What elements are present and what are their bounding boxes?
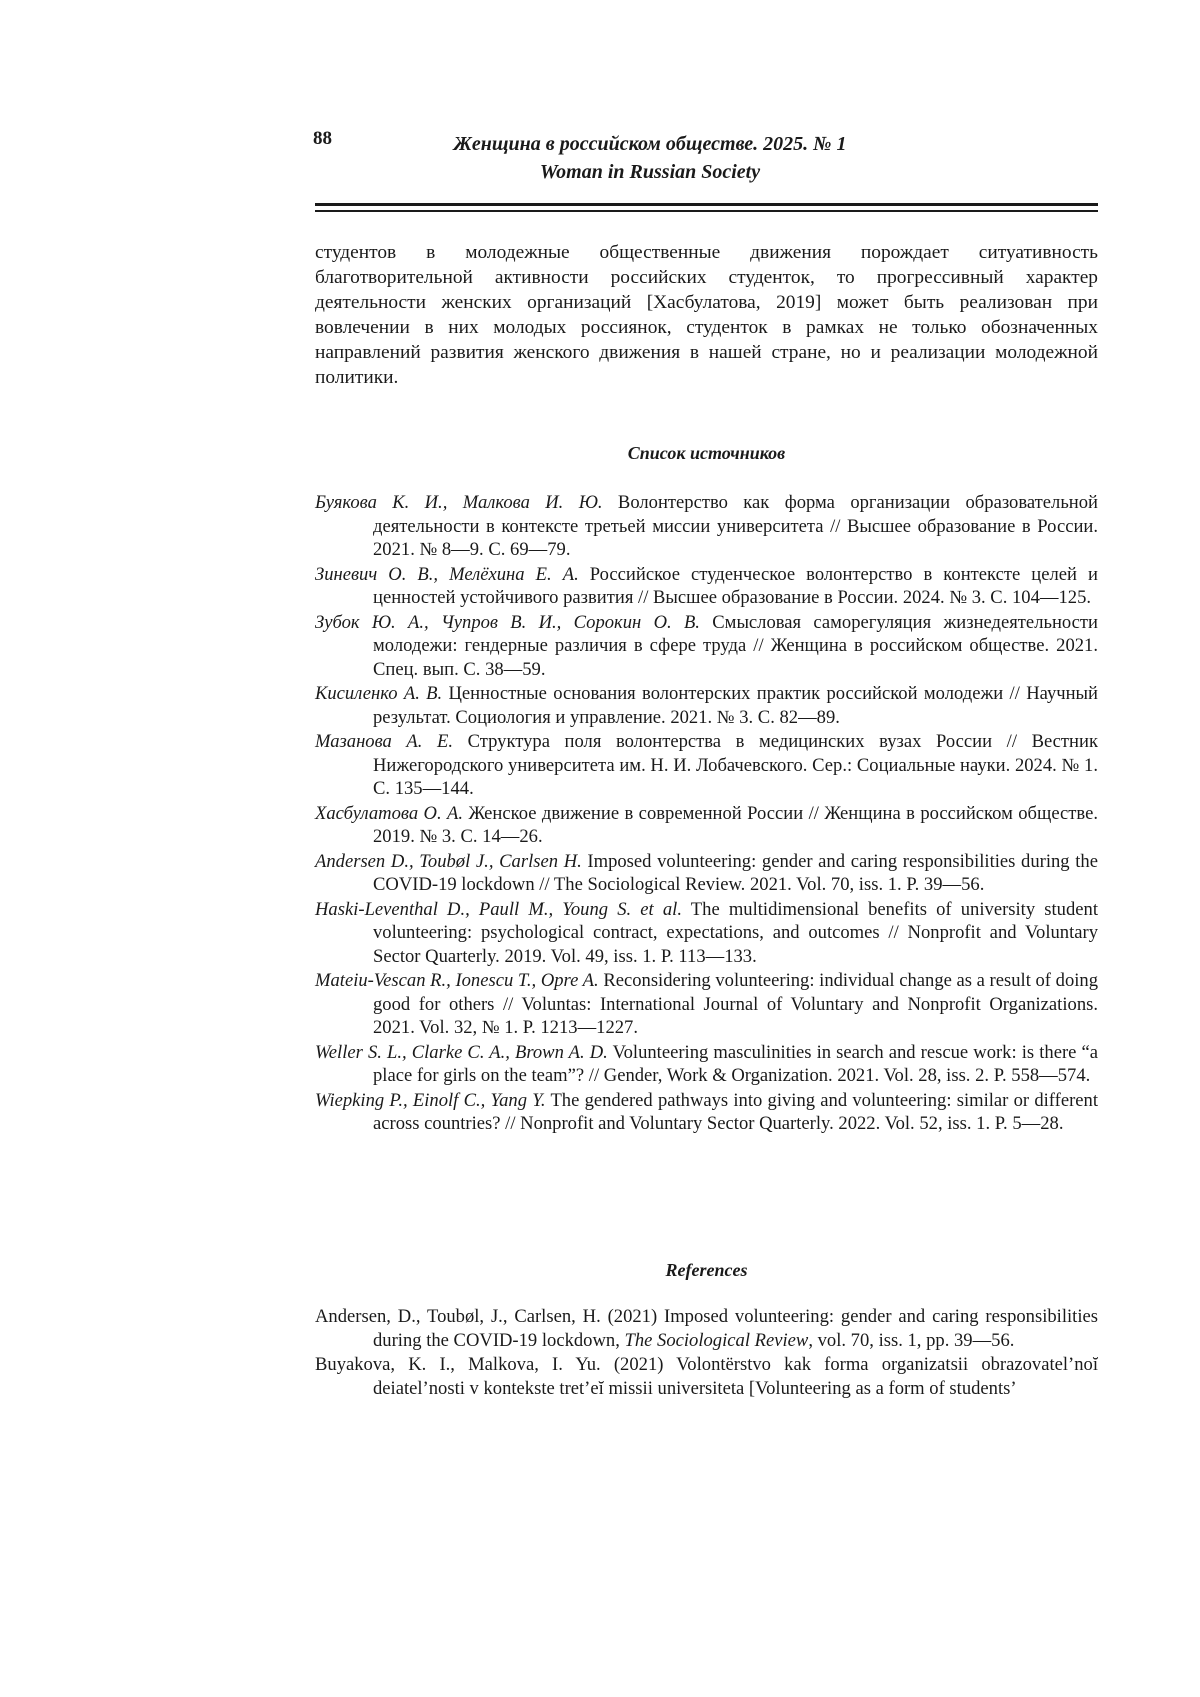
ref-text: Волонтерство как форма организации образовательной деятельности в контексте третьей миссии университета // Высшее образование в России. 2021. № 8—9. С. 69—79.	[373, 492, 1098, 560]
page-number: 88	[313, 128, 332, 150]
ref-text: , vol. 70, iss. 1, pp. 39—56.	[808, 1330, 1014, 1351]
ref-authors: Weller S. L., Clarke C. A., Brown A. D.	[315, 1042, 608, 1063]
list-item	[315, 611, 1098, 682]
list-item	[315, 1089, 1098, 1136]
ref-authors: Andersen D., Toubøl J., Carlsen H.	[315, 851, 582, 872]
list-item	[315, 969, 1098, 1040]
list-item	[315, 802, 1098, 849]
ref-authors: Зубок Ю. А., Чупров В. И., Сорокин О. В.	[315, 612, 700, 633]
journal-title-en: Woman in Russian Society	[400, 158, 900, 186]
sources-list	[315, 491, 1098, 1137]
ref-authors: Буякова К. И., Малкова И. Ю.	[315, 492, 603, 513]
ref-authors: Мазанова А. Е.	[315, 731, 453, 752]
ref-text: Структура поля волонтерства в медицинских вузах России // Вестник Нижегородского университета им. Н. И. Лобачевского. Сер.: Социальные науки. 2024. № 1. С. 135—144.	[373, 731, 1098, 799]
list-item	[315, 1041, 1098, 1088]
ref-text: Ценностные основания волонтерских практик российской молодежи // Научный результат. Социология и управление. 2021. № 3. С. 82—89.	[373, 683, 1098, 728]
ref-text: The gendered pathways into giving and volunteering: similar or different across countries? // Nonprofit and Voluntary Sector Quarterly. 2022. Vol. 52, iss. 1. P. 5—28.	[373, 1090, 1098, 1135]
list-item	[315, 730, 1098, 801]
ref-authors: Хасбулатова О. А.	[315, 803, 463, 824]
ref-authors: Mateiu-Vescan R., Ionescu T., Opre A.	[315, 970, 599, 991]
journal-header	[400, 130, 900, 186]
ref-journal: The Sociological Review	[625, 1330, 809, 1351]
references-list	[315, 1305, 1098, 1401]
list-item	[315, 1353, 1098, 1400]
list-item	[315, 682, 1098, 729]
ref-text: Imposed volunteering: gender and caring responsibilities during the COVID-19 lockdown // The Sociological Review. 2021. Vol. 70, iss. 1. P. 39—56.	[373, 851, 1098, 896]
journal-title-ru: Женщина в российском обществе. 2025. № 1	[400, 130, 900, 158]
list-item	[315, 563, 1098, 610]
list-item	[315, 850, 1098, 897]
ref-authors: Кисиленко А. В.	[315, 683, 442, 704]
ref-text: Смысловая саморегуляция жизнедеятельности молодежи: гендерные различия в сфере труда // Женщина в российском обществе. 2021. Спец. вып. С. 38—59.	[373, 612, 1098, 680]
ref-text: Женское движение в современной России // Женщина в российском обществе. 2019. № 3. С. 14—26.	[373, 803, 1098, 848]
ref-text: Volunteering masculinities in search and rescue work: is there “a place for girls on the team”? // Gender, Work & Organization. 2021. Vol. 28, iss. 2. P. 558—574.	[373, 1042, 1098, 1087]
references-title: References	[315, 1260, 1098, 1281]
ref-authors: Wiepking P., Einolf C., Yang Y.	[315, 1090, 546, 1111]
list-item	[315, 1305, 1098, 1352]
sources-title: Список источников	[315, 443, 1098, 464]
body-paragraph: студентов в молодежные общественные движения порождает ситуативность благотворительной активности российских студенток, то прогрессивный характер деятельности женских организаций [Хасбулатова, 2019] может быть реализован при вовлечении в них молодых россиянок, студенток в рамках не только обозначенных направлений развития женского движения в нашей стране, но и реализации молодежной политики.	[315, 240, 1098, 390]
ref-authors: Haski-Leventhal D., Paull M., Young S. et al.	[315, 899, 682, 920]
list-item	[315, 898, 1098, 969]
ref-text: The multidimensional benefits of university student volunteering: psychological contract, expectations, and outcomes // Nonprofit and Voluntary Sector Quarterly. 2019. Vol. 49, iss. 1. P. 113—133.	[373, 899, 1098, 967]
header-rule-thin	[315, 210, 1098, 212]
list-item	[315, 491, 1098, 562]
ref-text: Reconsidering volunteering: individual change as a result of doing good for others // Voluntas: International Journal of Voluntary and Nonprofit Organizations. 2021. Vol. 32, № 1. P. 1213—1227.	[373, 970, 1098, 1038]
ref-authors: Зиневич О. В., Мелёхина Е. А.	[315, 564, 579, 585]
ref-text: Buyakova, K. I., Malkova, I. Yu. (2021) Volontërstvo kak forma organizatsii obrazovatel’noĭ deiatel’nosti v kontekste tret’eĭ missii universiteta [Volunteering as a form of students’	[315, 1354, 1098, 1399]
header-rule-thick	[315, 203, 1098, 206]
ref-text: Российское студенческое волонтерство в контексте целей и ценностей устойчивого развития // Высшее образование в России. 2024. № 3. С. 104—125.	[373, 564, 1098, 609]
ref-text: Andersen, D., Toubøl, J., Carlsen, H. (2021) Imposed volunteering: gender and caring responsibilities during the COVID-19 lockdown,	[315, 1306, 1098, 1351]
